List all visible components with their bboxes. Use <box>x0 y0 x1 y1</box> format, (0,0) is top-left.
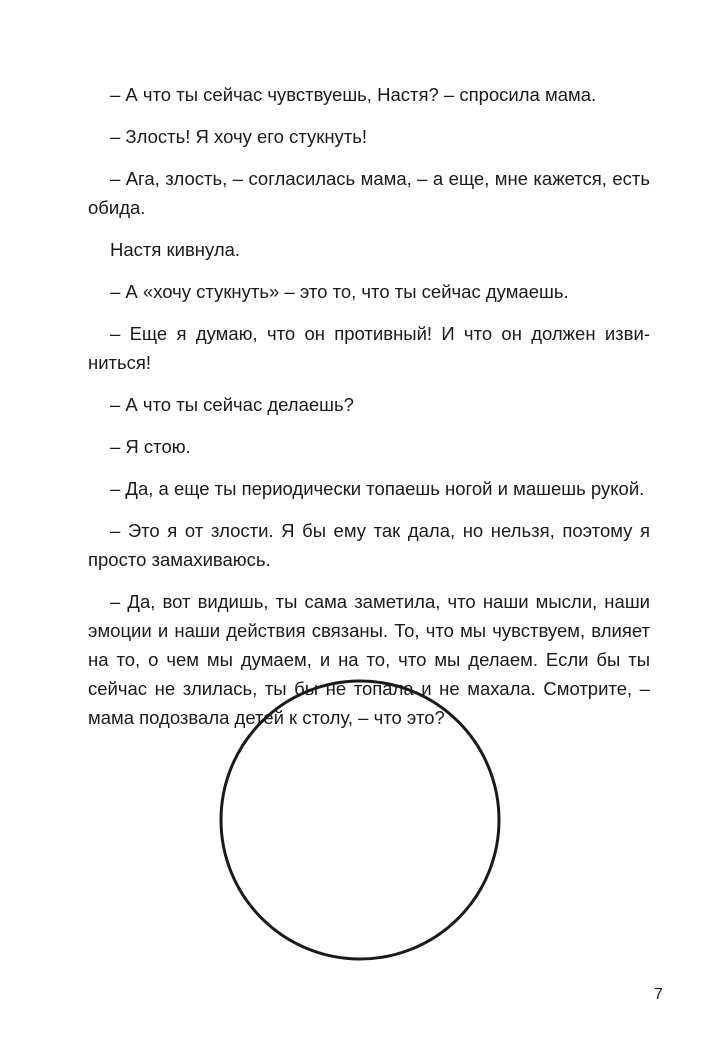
paragraph-10: – Это я от злости. Я бы ему так дала, но нельзя, поэтому я просто замахиваюсь. <box>88 520 650 570</box>
paragraph-6: – Еще я думаю, что он противный! И что он должен извиниться! <box>88 323 650 373</box>
circle-illustration <box>218 678 502 962</box>
page-number: 7 <box>654 986 663 1003</box>
paragraph-5: – А «хочу стукнуть» – это то, что ты сейчас думаешь. <box>110 281 569 302</box>
paragraph-1: – А что ты сейчас чувствуешь, Настя? – спросила мама. <box>110 84 597 105</box>
paragraph-8: – Я стою. <box>110 436 191 457</box>
story-text <box>88 80 650 745</box>
paragraph-11: – Да, вот видишь, ты сама заметила, что наши мысли, наши эмоции и наши действия связаны. То, что мы чувствуем, влияет на то, о чем мы думаем, и на то, что мы делаем. Если бы ты сейчас не злилась, ты бы не топала и не махала. Смотрите, – мама подозвала детей к столу, – что это? <box>88 591 650 728</box>
paragraph-4: Настя кивнула. <box>110 239 241 260</box>
paragraph-7: – А что ты сейчас делаешь? <box>110 394 354 415</box>
paragraph-9: – Да, а еще ты периодически топаешь ногой и машешь рукой. <box>110 478 645 499</box>
circle-outline <box>218 678 502 962</box>
paragraph-3: – Ага, злость, – согласилась мама, – а еще, мне кажется, есть обида. <box>88 168 650 218</box>
paragraph-2: – Злость! Я хочу его стукнуть! <box>110 126 368 147</box>
